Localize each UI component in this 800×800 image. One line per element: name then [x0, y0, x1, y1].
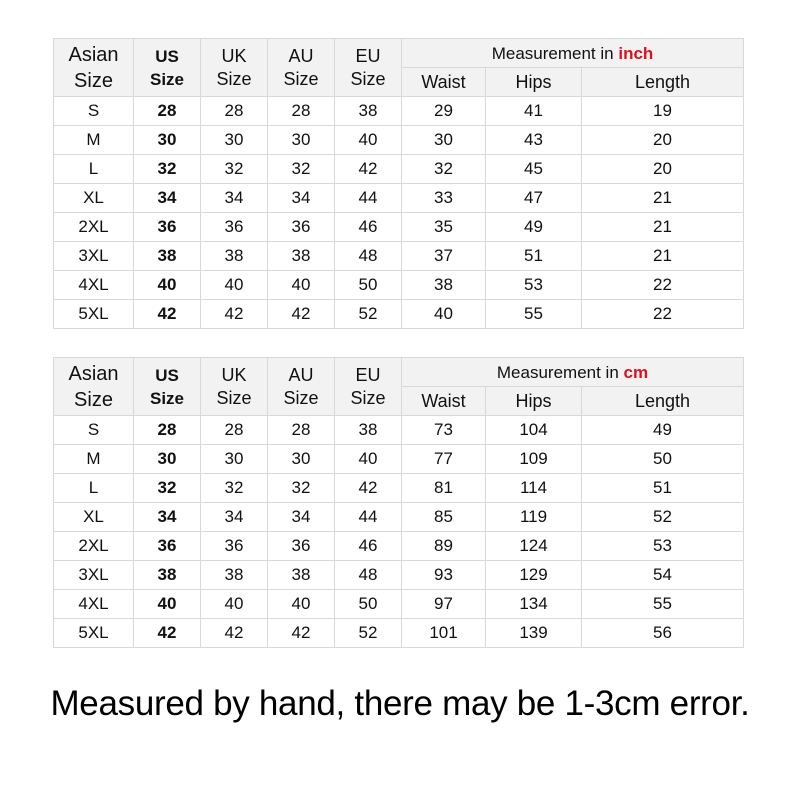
cell-waist: 89 — [402, 532, 486, 561]
cell-asian: XL — [54, 503, 134, 532]
cell-hips: 43 — [486, 126, 582, 155]
cell-length: 21 — [582, 242, 744, 271]
cell-eu: 46 — [335, 213, 402, 242]
cell-asian: S — [54, 97, 134, 126]
cell-waist: 73 — [402, 416, 486, 445]
cell-eu: 48 — [335, 242, 402, 271]
cell-eu: 42 — [335, 155, 402, 184]
cell-uk: 36 — [201, 213, 268, 242]
cell-au: 36 — [268, 213, 335, 242]
cell-uk: 34 — [201, 503, 268, 532]
cell-au: 30 — [268, 126, 335, 155]
cell-asian: 5XL — [54, 300, 134, 329]
cell-waist: 77 — [402, 445, 486, 474]
table-row — [54, 416, 744, 445]
table-row — [54, 503, 744, 532]
table-row — [54, 300, 744, 329]
cell-waist: 97 — [402, 590, 486, 619]
cell-asian: M — [54, 126, 134, 155]
cell-us: 38 — [134, 561, 201, 590]
cell-waist: 32 — [402, 155, 486, 184]
cell-asian: 2XL — [54, 532, 134, 561]
cell-eu: 44 — [335, 503, 402, 532]
table-row — [54, 126, 744, 155]
size-table-inch — [53, 38, 744, 329]
cell-uk: 32 — [201, 155, 268, 184]
header-hips: Hips — [486, 387, 582, 416]
header-au-size: AU Size — [268, 39, 335, 97]
header-uk-size: UK Size — [201, 39, 268, 97]
cell-us: 32 — [134, 155, 201, 184]
cell-uk: 42 — [201, 619, 268, 648]
cell-hips: 53 — [486, 271, 582, 300]
cell-hips: 41 — [486, 97, 582, 126]
cell-length: 20 — [582, 155, 744, 184]
cell-hips: 47 — [486, 184, 582, 213]
cell-length: 19 — [582, 97, 744, 126]
cell-us: 32 — [134, 474, 201, 503]
cell-us: 28 — [134, 97, 201, 126]
cell-length: 22 — [582, 271, 744, 300]
cell-au: 28 — [268, 416, 335, 445]
header-us-size: US Size — [134, 39, 201, 97]
cell-length: 53 — [582, 532, 744, 561]
unit-label: inch — [618, 43, 654, 63]
cell-au: 40 — [268, 590, 335, 619]
cell-length: 52 — [582, 503, 744, 532]
cell-uk: 40 — [201, 590, 268, 619]
cell-hips: 124 — [486, 532, 582, 561]
cell-eu: 38 — [335, 97, 402, 126]
cell-eu: 40 — [335, 445, 402, 474]
cell-waist: 101 — [402, 619, 486, 648]
cell-waist: 40 — [402, 300, 486, 329]
cell-us: 28 — [134, 416, 201, 445]
cell-au: 42 — [268, 300, 335, 329]
cell-eu: 48 — [335, 561, 402, 590]
header-measurement-group: Measurement in cm — [402, 358, 744, 387]
header-uk-size: UK Size — [201, 358, 268, 416]
cell-length: 54 — [582, 561, 744, 590]
cell-waist: 37 — [402, 242, 486, 271]
table-row — [54, 561, 744, 590]
cell-us: 30 — [134, 445, 201, 474]
cell-uk: 30 — [201, 445, 268, 474]
cell-asian: 3XL — [54, 242, 134, 271]
cell-us: 30 — [134, 126, 201, 155]
table-row — [54, 97, 744, 126]
cell-waist: 81 — [402, 474, 486, 503]
cell-hips: 55 — [486, 300, 582, 329]
cell-length: 50 — [582, 445, 744, 474]
cell-length: 49 — [582, 416, 744, 445]
size-table-cm — [53, 357, 744, 648]
cell-asian: 3XL — [54, 561, 134, 590]
table-row — [54, 242, 744, 271]
cell-uk: 42 — [201, 300, 268, 329]
header-asian-size: Asian Size — [54, 358, 134, 416]
table-row — [54, 213, 744, 242]
cell-hips: 49 — [486, 213, 582, 242]
cell-us: 38 — [134, 242, 201, 271]
cell-au: 42 — [268, 619, 335, 648]
cell-length: 51 — [582, 474, 744, 503]
cell-length: 21 — [582, 184, 744, 213]
cell-us: 42 — [134, 619, 201, 648]
cell-eu: 42 — [335, 474, 402, 503]
table-row — [54, 445, 744, 474]
cell-eu: 46 — [335, 532, 402, 561]
cell-eu: 44 — [335, 184, 402, 213]
header-hips: Hips — [486, 68, 582, 97]
cell-us: 36 — [134, 532, 201, 561]
cell-uk: 28 — [201, 97, 268, 126]
cell-hips: 109 — [486, 445, 582, 474]
cell-au: 38 — [268, 242, 335, 271]
cell-asian: 2XL — [54, 213, 134, 242]
cell-waist: 30 — [402, 126, 486, 155]
cell-us: 34 — [134, 184, 201, 213]
cell-eu: 38 — [335, 416, 402, 445]
cell-au: 34 — [268, 503, 335, 532]
cell-asian: XL — [54, 184, 134, 213]
cell-hips: 139 — [486, 619, 582, 648]
header-waist: Waist — [402, 68, 486, 97]
cell-waist: 93 — [402, 561, 486, 590]
cell-eu: 40 — [335, 126, 402, 155]
cell-au: 36 — [268, 532, 335, 561]
cell-eu: 50 — [335, 271, 402, 300]
table-row — [54, 532, 744, 561]
table-row — [54, 184, 744, 213]
header-au-size: AU Size — [268, 358, 335, 416]
table-row — [54, 619, 744, 648]
cell-uk: 38 — [201, 561, 268, 590]
cell-uk: 28 — [201, 416, 268, 445]
cell-hips: 129 — [486, 561, 582, 590]
cell-eu: 50 — [335, 590, 402, 619]
cell-au: 28 — [268, 97, 335, 126]
cell-us: 40 — [134, 271, 201, 300]
table-row — [54, 155, 744, 184]
cell-length: 56 — [582, 619, 744, 648]
cell-au: 32 — [268, 155, 335, 184]
header-asian-size: Asian Size — [54, 39, 134, 97]
cell-uk: 38 — [201, 242, 268, 271]
cell-uk: 40 — [201, 271, 268, 300]
table-row — [54, 590, 744, 619]
cell-asian: S — [54, 416, 134, 445]
cell-asian: 4XL — [54, 590, 134, 619]
header-measurement-group: Measurement in inch — [402, 39, 744, 68]
cell-hips: 134 — [486, 590, 582, 619]
cell-us: 34 — [134, 503, 201, 532]
cell-length: 22 — [582, 300, 744, 329]
header-waist: Waist — [402, 387, 486, 416]
cell-uk: 32 — [201, 474, 268, 503]
cell-us: 40 — [134, 590, 201, 619]
cell-length: 55 — [582, 590, 744, 619]
cell-au: 40 — [268, 271, 335, 300]
cell-uk: 30 — [201, 126, 268, 155]
cell-hips: 114 — [486, 474, 582, 503]
cell-eu: 52 — [335, 619, 402, 648]
cell-asian: L — [54, 474, 134, 503]
cell-hips: 104 — [486, 416, 582, 445]
cell-uk: 34 — [201, 184, 268, 213]
cell-eu: 52 — [335, 300, 402, 329]
cell-us: 36 — [134, 213, 201, 242]
cell-hips: 119 — [486, 503, 582, 532]
cell-length: 21 — [582, 213, 744, 242]
header-us-size: US Size — [134, 358, 201, 416]
cell-au: 30 — [268, 445, 335, 474]
cell-au: 34 — [268, 184, 335, 213]
cell-au: 32 — [268, 474, 335, 503]
cell-asian: M — [54, 445, 134, 474]
cell-asian: L — [54, 155, 134, 184]
measurement-note: Measured by hand, there may be 1-3cm error. — [50, 684, 750, 723]
cell-asian: 4XL — [54, 271, 134, 300]
cell-length: 20 — [582, 126, 744, 155]
header-eu-size: EU Size — [335, 39, 402, 97]
cell-waist: 29 — [402, 97, 486, 126]
cell-waist: 33 — [402, 184, 486, 213]
unit-label: cm — [623, 362, 649, 382]
table-row — [54, 474, 744, 503]
header-length: Length — [582, 68, 744, 97]
table-row — [54, 271, 744, 300]
cell-waist: 85 — [402, 503, 486, 532]
cell-asian: 5XL — [54, 619, 134, 648]
cell-hips: 45 — [486, 155, 582, 184]
cell-us: 42 — [134, 300, 201, 329]
header-eu-size: EU Size — [335, 358, 402, 416]
cell-hips: 51 — [486, 242, 582, 271]
cell-waist: 38 — [402, 271, 486, 300]
cell-uk: 36 — [201, 532, 268, 561]
header-length: Length — [582, 387, 744, 416]
cell-au: 38 — [268, 561, 335, 590]
cell-waist: 35 — [402, 213, 486, 242]
